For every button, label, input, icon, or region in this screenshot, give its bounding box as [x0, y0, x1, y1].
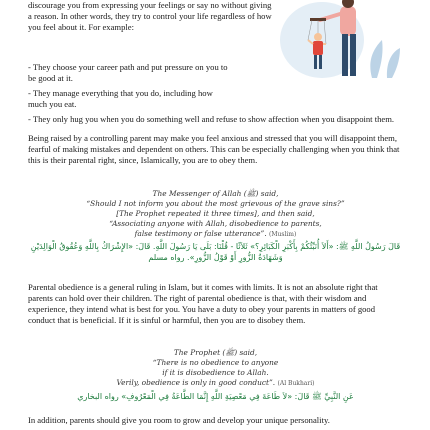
list-item: - They manage everything that you do, including how much you eat.: [28, 88, 213, 109]
quote-line: The Prophet (ﷺ) said,: [173, 348, 258, 357]
intro-paragraph: discourage you from expressing your feelings or say no without giving a reason. In other words, they try to control your life regardless of how you feel about it. For example:: [28, 0, 272, 32]
paragraph-parental-obedience: Parental obedience is a general ruling in Islam, but it comes with limits. It is not an absolute right that parents can hold over their children. The right of parental obedience is that, with their wisdom and experience, they intend what is best for you. You have a duty to obey your parents in matters of good conduct that is beneficial. If it is sinful or harmful, then you are to disobey them.: [28, 282, 378, 325]
example-list: [28, 62, 395, 129]
list-item: - They only hug you when you do something well and refuse to show affection when you disappoint them.: [28, 114, 395, 124]
arabic-line: وَشَهَادَةُ الزُّورِ أَوْ قَوْلُ الزُّورِ». رواه مسلم: [148, 253, 283, 262]
citation: (Muslim): [269, 231, 297, 238]
quote-line: if it is disobedience to Allah.: [162, 368, 269, 377]
hadith-quote-2: [28, 348, 403, 389]
hadith-quote-1: [28, 189, 403, 240]
quote-line: [The Prophet repeated it three times], and then said,: [116, 209, 315, 218]
quote-line: [28, 378, 403, 389]
arabic-hadith-2: عَنِ النَّبِيِّ ﷺ قَالَ: «لاَ طَاعَةَ فِي مَعْصِيَةِ اللَّهِ إِنَّمَا الطَّاعَةُ فِي الْمَعْرُوفِ» رواه البخاري: [77, 392, 354, 401]
quote-line: “Associating anyone with Allah, disobedience to parents,: [109, 219, 322, 228]
arabic-hadith-1: [28, 241, 403, 263]
quote-line: [28, 229, 403, 240]
list-item: - They choose your career path and put pressure on you to be good at it.: [28, 62, 228, 83]
quote-line: “There is no obedience to anyone: [152, 358, 279, 367]
quote-line: “Should I not inform you about the most grievous of the grave sins?”: [86, 199, 345, 208]
arabic-line: قَالَ رَسُولُ اللَّهِ ﷺ: «أَلاَ أُنَبِّئُكُمْ بِأَكْبَرِ الْكَبَائِرِ؟» ثَلاَثًا - قُلْنَا: بَلَى يَا رَسُولَ اللَّهِ. قَالَ: «الإِشْرَاكُ بِاللَّهِ وَعُقُوقُ الْوَالِدَيْنِ: [30, 242, 401, 251]
puppet-illustration: [262, 0, 412, 80]
quote-line: The Messenger of Allah (ﷺ) said,: [152, 189, 279, 198]
citation: (Al Bukhari): [277, 380, 315, 387]
paragraph-controlling-parent: Being raised by a controlling parent may make you feel anxious and stressed that you will disappoint them, fearful of making mistakes and dependent on others. This can be especially challenging when you think that this is their parental right, since, Islamically, you are to obey them.: [28, 133, 400, 165]
quote-text: Verily, obedience is only in good conduct”.: [116, 378, 276, 387]
quote-text: false testimony or false utterance”.: [134, 229, 267, 238]
paragraph-room-to-grow: In addition, parents should give you room to grow and develop your unique personality.: [28, 415, 330, 425]
